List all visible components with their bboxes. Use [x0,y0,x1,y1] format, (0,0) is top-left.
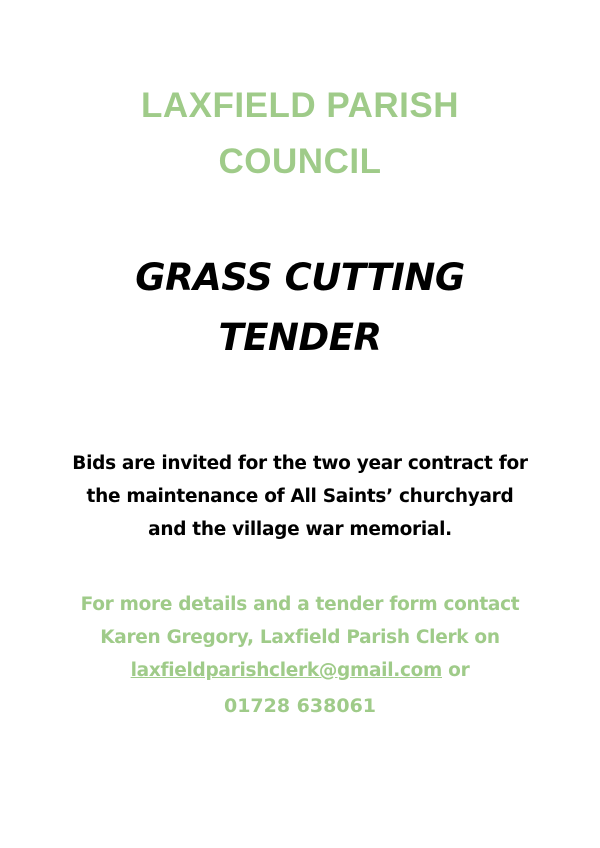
contact-phone: 01728 638061 [223,695,377,717]
contact-email-suffix: or [442,660,470,681]
notice-body-line-2: the maintenance of All Saints’ churchyard [86,486,514,507]
contact-line-2: Karen Gregory, Laxfield Parish Clerk on [100,627,500,648]
notice-title-line-1: GRASS CUTTING [135,256,465,299]
notice-title [0,248,600,368]
notice-body [0,447,600,546]
contact-email-line [0,654,600,687]
contact-email-link[interactable]: laxfieldparishclerk@gmail.com [130,660,443,681]
council-name-line-1: LAXFIELD PARISH [141,86,459,125]
council-name-line-2: COUNCIL [218,142,382,181]
notice-title-line-2: TENDER [218,316,382,359]
contact-line-1: For more details and a tender form contact [80,594,520,615]
council-name [0,78,600,190]
contact-info [0,588,600,687]
notice-body-line-1: Bids are invited for the two year contract for [72,453,528,474]
notice-body-line-3: and the village war memorial. [148,519,452,540]
